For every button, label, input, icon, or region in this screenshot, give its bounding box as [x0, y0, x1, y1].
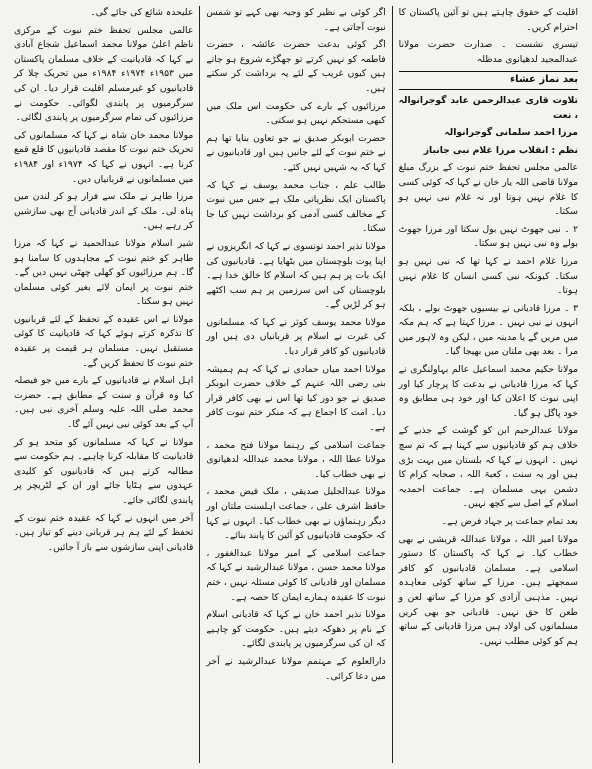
column-middle — [200, 6, 392, 763]
column-right — [393, 6, 584, 763]
paragraph: مولانا نذیر احمد تونسوی نے کہا کہ انگریزوں نے اپنا پوت بلوچستان میں بٹھایا ہے۔ قادیانیوں کی ایک بات پر ہم ہیں کہ اسلام کا خالق خدا ہے۔ بلوچستان کی اس سرزمین پر ہم سب اکٹھے ہو کر لڑیں گے۔ — [206, 240, 386, 311]
paragraph: طالب علم ، جناب محمد یوسف نے کہا کہ پاکستان ایک نظریاتی ملک ہے جس میں نبوت کے مخالف کسی آدمی کو برداشت نہیں کیا جا سکتا۔ — [206, 179, 386, 235]
paragraph: اگر کوئی بے نظیر کو وجیہ بھی کہے تو شمس نبوت آجاتی ہے۔ — [206, 7, 386, 33]
paragraph: مولانا نے کہا کہ مسلمانوں کو متحد ہو کر قادیانیت کا مقابلہ کرنا چاہیے۔ ہم حکومت سے مطالبہ کرتے ہیں کہ قادیانیوں کو کلیدی عہدوں سے ہٹایا جائے اور ان کے لٹریچر پر پابندی لگائی جائے۔ — [14, 436, 194, 506]
paragraph: مولانا محمد خان شاہ نے کہا کہ مسلمانوں کی تحریک ختم نبوت کا مقصد قادیانیوں کا قلع قمع کرنا ہے۔ انہوں نے کہا کہ ۱۹۷۴ء اور ۱۹۸۴ء میں مسلمانوں نے قربانیاں دیں۔ — [14, 129, 194, 185]
paragraph: دارالعلوم کے مہتمم مولانا عبدالرشید نے آخر میں دعا کرائی۔ — [206, 655, 386, 682]
paragraph: اہل اسلام نے قادیانیوں کے بارے میں جو فیصلہ کیا وہ قرآن و سنت کے مطابق ہے۔ حضرت محمد صلی اللہ علیہ وسلم آخری نبی ہیں۔ آپ کے بعد کوئی نبی نہیں آئے گا۔ — [14, 375, 194, 431]
paragraph: مولانا نذیر احمد خان نے کہا کہ قادیانی اسلام کے نام پر دھوکہ دیتے ہیں۔ حکومت کو چاہیے کہ ان کی سرگرمیوں پر پابندی لگائے۔ — [206, 609, 386, 650]
paragraph: شیر اسلام مولانا عبدالحمید نے کہا کہ مرزا طاہر کو ختم نبوت کے مجاہدوں کا سامنا ہو گا۔ ہم مرزائیوں کو کھلی چھٹی نہیں دیں گے۔ ختم نبوت پر ایمان لائے بغیر کوئی مسلمان نہیں ہو سکتا۔ — [14, 237, 194, 308]
paragraph: نظم : انقلاب مرزا غلام نبی جانباز — [423, 144, 578, 156]
paragraph: مولانا احمد میاں حمادی نے کہا کہ ہم ہمیشہ بنی رضی اللہ عنہم کے خلاف حضرت ابوبکر صدیق نے جو دور کیا تھا اس نے بھی کافر قرار دیا۔ امت کا اجماع ہے کہ منکر ختم نبوت کافر ہے۔ — [206, 363, 386, 434]
paragraph: مرزائیوں کے بارے کی حکومت اس ملک میں کبھی مستحکم نہیں ہو سکتی۔ — [206, 100, 386, 127]
paragraph: مولانا محمد یوسف کوثر نے کہا کہ مسلمانوں کی غیرت نے اسلام پر قربانیاں دی ہیں اور قادیانیوں کو کافر قرار دیا۔ — [206, 316, 386, 358]
paragraph: مرزا غلام احمد نے کہا تھا کہ نبی نہیں ہو سکتا۔ کیونکہ نبی کسی انسان کا غلام نہیں ہوتا۔ — [398, 255, 578, 297]
paragraph: عالمی مجلس تحفظ ختم نبوت کے مرکزی ناظم اعلیٰ مولانا محمد اسماعیل شجاع آبادی نے کہا کہ قادیانیت کے خلاف مسلمان پاکستان میں ۱۹۵۳ء ۱۹۷۴ء ۱۹۸۴ء میں تحریک چلا کر قادیانیوں کو غیرمسلم اقلیت قرار دیا۔ ان کی سرگرمیوں پر پابندی لگوائی۔ حکومت نے مرزائیوں کی تمام سرگرمیوں پر پابندی لگائی۔ — [14, 24, 194, 124]
paragraph: عالمی مجلس تحفظ ختم نبوت کے بزرگ مبلغ مولانا قاضی اللہ یار خان نے کہا کہ کوئی کسی کا غلام نہیں ہوتا اور نہ غلام نبی نہیں ہو سکتا۔ — [398, 162, 578, 218]
paragraph: آخر میں انہوں نے کہا کہ عقیدہ ختم نبوت کے تحفظ کے لئے ہم ہر قربانی دینے کو تیار ہیں۔ قادیانی اپنی سازشوں سے باز آ جائیں۔ — [14, 512, 194, 553]
paragraph: حضرت ابوبکر صدیق نے جو تعاون بنایا تھا ہم نے ختم نبوت کے لئے جانیں ہیں اور قادیانیوں نے کہا کہ یہ شہیں نہیں کئے۔ — [206, 132, 386, 173]
columns-container — [8, 6, 584, 763]
paragraph: تیسری نشست ۔ صدارت حضرت مولانا عبدالمجید لدھیانوی مدظلہ — [398, 39, 578, 65]
section-heading: بعد نماز عشاء — [399, 71, 578, 90]
paragraph: مولانا عبدالجلیل صدیقی ، ملک فیض محمد ، حافظ اشرف علی ، جماعت اہلسنت ملتان اور دیگر رہنماؤں نے بھی خطاب کیا۔ انہوں نے کہا کہ حکومت قادیانیوں کو آئین کا پابند بنائے۔ — [206, 486, 386, 542]
paragraph: جماعت اسلامی کے امیر مولانا عبدالغفور ، مولانا محمد حسن ، مولانا عبدالرشید نے کہا کہ مسلمان اور قادیانی کا کوئی مسئلہ نہیں ، ختم نبوت کا عقیدہ ہمارے ایمان کا حصہ ہے۔ — [206, 547, 386, 603]
paragraph: مرزا طاہر نے ملک سے فرار ہو کر لندن میں پناہ لی۔ ملک کے اندر قادیانی آج بھی سازشیں کر رہے ہیں۔ — [14, 191, 194, 232]
paragraph: جماعت اسلامی کے رہنما مولانا فتح محمد ، مولانا عطا اللہ ، مولانا محمد عبداللہ لدھیانوی نے بھی خطاب کیا۔ — [206, 439, 386, 480]
paragraph: ۳ ۔ مرزا قادیانی نے بیسیوں جھوٹ بولے ، بلکہ انہوں نے نبی نہیں ۔ مرزا کہتا ہے کہ ہم مکہ میں مریں گے یا مدینہ میں ، لیکن وہ لاہور میں مرا ۔ بعد بھی ملتان میں بھیجا گیا۔ — [398, 302, 578, 358]
paragraph: تلاوت قاری عبدالرحمن عابد گوجرانوالہ ، نعت — [398, 94, 578, 121]
paragraph: ۲ ۔ نبی جھوٹ نہیں بول سکتا اور مرزا جھوٹ بولے وہ نبی نہیں ہو سکتا۔ — [398, 223, 578, 250]
paragraph: مرزا احمد سلمانی گوجرانوالہ — [444, 127, 578, 139]
column-left — [8, 6, 200, 763]
paragraph: مولانا نے اس عقیدہ کے تحفظ کے لئے قربانیوں کا تذکرہ کرتے ہوئے کہا کہ قادیانیت کا کوئی مستقبل نہیں۔ مسلمان ہر قیمت پر عقیدہ ختم نبوت کا تحفظ کریں گے۔ — [14, 313, 194, 369]
paragraph: علیحدہ شائع کی جائے گی۔ — [90, 7, 194, 18]
paragraph: اگر کوئی بدعت حضرت عائشہ ، حضرت فاطمہ کو نہیں کرتے تو جھگڑے شروع ہو جاتے ہیں کیوں غریب کے لئے یہ برداشت کر سکتے ہیں۔ — [206, 39, 386, 94]
paragraph: مولانا امیر اللہ ، مولانا عبداللہ قریشی نے بھی خطاب کیا۔ نے کہا کہ پاکستان کا دستور اسلامی ہے۔ مسلمان قادیانیوں کو کافر سمجھتے ہیں۔ مرزا کے ساتھ کوئی معاہدہ نہیں۔ مذہبی آزادی کو مرزا کے ساتھ لعن و طعن کا حق نہیں۔ قادیانی جو بھی کریں مسلمانوں کی اولاد ہیں مرزا قادیانی کے ساتھ ہم کو کوئی مطلب نہیں۔ — [398, 533, 578, 647]
paragraph: مولانا عبدالرحیم ابن کو گوشت کے جذبے کے خلاف ہم کو قادیانیوں سے کہنا ہے کہ تم سچ نہیں ۔ انہوں نے کہا کہ بلستان میں بہت بڑی ہیں اور یہ سنت ، کعبۃ اللہ ، صحابہ کرام کا دشمن یہی مسلمان ہے۔ جماعت احمدیہ اسلام کے اصل سے کچھ نہیں۔ — [398, 425, 578, 510]
paragraph: مولانا حکیم محمد اسماعیل عالم بہاولنگری نے کہا کہ مرزا قادیانی نے بدعت کا پرچار کیا اور اپنی نبوت کا اعلان کیا اور خود ہی مطابق وہ خود پاگل ہو گیا۔ — [398, 364, 578, 419]
paragraph: اقلیت کے حقوق چاہتے ہیں تو آئین پاکستان کا احترام کریں۔ — [398, 7, 578, 33]
paragraph: بعد تمام جماعت پر جہاد فرض ہے۔ — [441, 516, 578, 527]
